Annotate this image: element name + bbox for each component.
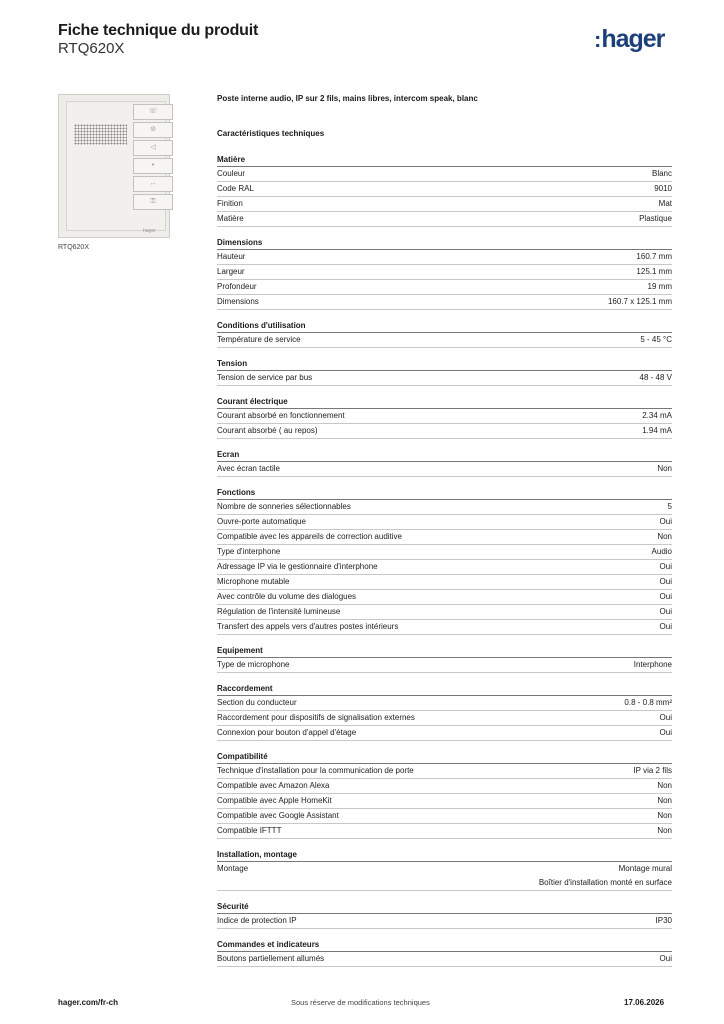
- intercom-icon: ↔: [133, 176, 173, 192]
- spec-row: [217, 794, 672, 809]
- section-title: Dimensions: [217, 236, 672, 250]
- spec-section: [217, 750, 672, 839]
- section-title: Equipement: [217, 644, 672, 658]
- spec-row: [217, 280, 672, 295]
- spec-value-line: Oui: [659, 577, 672, 586]
- spec-row: [217, 952, 672, 967]
- spec-value: [660, 726, 672, 740]
- product-description: Poste interne audio, IP sur 2 fils, mains libres, intercom speak, blanc: [217, 94, 478, 103]
- spec-value-line: Plastique: [639, 214, 672, 223]
- spec-label: Hauteur: [217, 252, 246, 261]
- spec-value-line: Interphone: [633, 660, 672, 669]
- spec-section: [217, 395, 672, 439]
- spec-row: [217, 809, 672, 824]
- spec-value-line: 5: [667, 502, 672, 511]
- spec-label: Avec contrôle du volume des dialogues: [217, 592, 357, 601]
- intercom-panel: [66, 101, 166, 234]
- light-icon: •: [133, 158, 173, 174]
- spec-label: Connexion pour bouton d'appel d'étage: [217, 728, 357, 737]
- spec-label: Couleur: [217, 169, 246, 178]
- spec-row: [217, 530, 672, 545]
- section-title: Sécurité: [217, 900, 672, 914]
- spec-value-line: 19 mm: [647, 282, 672, 291]
- spec-section: [217, 448, 672, 477]
- spec-row: [217, 250, 672, 265]
- spec-value-line: 0.8 - 0.8 mm²: [624, 698, 672, 707]
- spec-section: [217, 486, 672, 635]
- image-caption: RTQ620X: [58, 244, 89, 251]
- spec-row: [217, 726, 672, 741]
- spec-value-line: IP via 2 fils: [633, 766, 672, 775]
- spec-value: [633, 764, 672, 778]
- spec-label: Adressage IP via le gestionnaire d'interphone: [217, 562, 378, 571]
- section-title: Matière: [217, 153, 672, 167]
- spec-label: Compatible avec les appareils de correction auditive: [217, 532, 402, 541]
- spec-value: [639, 212, 672, 226]
- spec-row: [217, 560, 672, 575]
- footer-date: 17.06.2026: [624, 998, 665, 1007]
- spec-value-line: Non: [657, 796, 672, 805]
- spec-value: [634, 658, 672, 672]
- spec-value-line: 5 - 45 °C: [640, 335, 672, 344]
- spec-row: [217, 462, 672, 477]
- spec-label: Tension de service par bus: [217, 373, 313, 382]
- spec-section: [217, 236, 672, 310]
- spec-label: Raccordement pour dispositifs de signalisation externes: [217, 713, 415, 722]
- spec-value: [636, 265, 672, 279]
- spec-value: [660, 620, 672, 634]
- spec-value-line: Oui: [659, 607, 672, 616]
- spec-value-line: Audio: [651, 547, 672, 556]
- spec-row: [217, 515, 672, 530]
- section-title: Ecran: [217, 448, 672, 462]
- spec-value-line: 160.7 x 125.1 mm: [607, 297, 672, 306]
- spec-row: [217, 605, 672, 620]
- spec-value-line: Montage mural: [618, 864, 672, 873]
- spec-value-line: Oui: [659, 954, 672, 963]
- spec-value: [668, 500, 672, 514]
- spec-value: [657, 530, 672, 544]
- spec-row: [217, 265, 672, 280]
- spec-value: [657, 809, 672, 823]
- spec-value: [659, 197, 672, 211]
- spec-label: Avec écran tactile: [217, 464, 280, 473]
- spec-row: [217, 545, 672, 560]
- section-title: Courant électrique: [217, 395, 672, 409]
- spec-section: [217, 357, 672, 386]
- mic-mute-icon: ⊘: [133, 122, 173, 138]
- spec-value: [660, 575, 672, 589]
- spec-row: [217, 658, 672, 673]
- spec-value-line: Blanc: [651, 169, 672, 178]
- spec-section: [217, 848, 672, 891]
- spec-value-line: Oui: [659, 728, 672, 737]
- spec-value-line: Oui: [659, 592, 672, 601]
- section-title: Commandes et indicateurs: [217, 938, 672, 952]
- spec-value: [652, 545, 672, 559]
- spec-label: Compatible IFTTT: [217, 826, 282, 835]
- spec-row: [217, 212, 672, 227]
- spec-value-line: 125.1 mm: [636, 267, 672, 276]
- spec-label: Microphone mutable: [217, 577, 290, 586]
- spec-label: Matière: [217, 214, 244, 223]
- spec-row: [217, 575, 672, 590]
- spec-label: Transfert des appels vers d'autres postes intérieurs: [217, 622, 399, 631]
- logo-dots-icon: :: [594, 27, 601, 52]
- spec-value: [648, 280, 672, 294]
- spec-sections: [217, 153, 672, 967]
- spec-section: [217, 153, 672, 227]
- spec-value: [660, 515, 672, 529]
- section-title: Installation, montage: [217, 848, 672, 862]
- spec-label: Courant absorbé en fonctionnement: [217, 411, 345, 420]
- spec-value: [660, 952, 672, 966]
- spec-value: [657, 462, 672, 476]
- spec-label: Finition: [217, 199, 243, 208]
- spec-value-line: Non: [657, 532, 672, 541]
- section-title: Fonctions: [217, 486, 672, 500]
- spec-row: [217, 295, 672, 310]
- spec-value-line: 1.94 mA: [642, 426, 672, 435]
- spec-label: Largeur: [217, 267, 245, 276]
- panel-brand: hager: [143, 228, 156, 234]
- page-title: Fiche technique du produit: [58, 22, 259, 39]
- spec-value-line: Non: [657, 781, 672, 790]
- spec-label: Compatible avec Amazon Alexa: [217, 781, 330, 790]
- spec-label: Montage: [217, 864, 249, 873]
- footer-website[interactable]: hager.com/fr-ch: [58, 998, 119, 1007]
- spec-value-line: 2.34 mA: [642, 411, 672, 420]
- spec-value: [640, 371, 672, 385]
- spec-row: [217, 371, 672, 386]
- spec-value: [642, 424, 672, 438]
- section-title: Conditions d'utilisation: [217, 319, 672, 333]
- spec-row: [217, 197, 672, 212]
- spec-value-line: Oui: [659, 622, 672, 631]
- spec-section: [217, 319, 672, 348]
- spec-value: [624, 696, 672, 710]
- spec-value: [660, 590, 672, 604]
- spec-row: [217, 696, 672, 711]
- volume-icon: ◁: [133, 140, 173, 156]
- spec-value: [640, 333, 672, 347]
- spec-value: [660, 605, 672, 619]
- spec-label: Nombre de sonneries sélectionnables: [217, 502, 351, 511]
- spec-label: Courant absorbé ( au repos): [217, 426, 318, 435]
- spec-label: Type de microphone: [217, 660, 290, 669]
- spec-section: [217, 900, 672, 929]
- spec-label: Indice de protection IP: [217, 916, 297, 925]
- spec-value: [660, 711, 672, 725]
- spec-value-line: Oui: [659, 562, 672, 571]
- spec-value: [657, 824, 672, 838]
- spec-label: Ouvre-porte automatique: [217, 517, 306, 526]
- speaker-grille: [74, 124, 127, 145]
- spec-label: Compatible avec Google Assistant: [217, 811, 339, 820]
- spec-label: Boutons partiellement allumés: [217, 954, 325, 963]
- spec-row: [217, 779, 672, 794]
- spec-value: [652, 167, 672, 181]
- spec-row: [217, 409, 672, 424]
- spec-value: [642, 409, 672, 423]
- spec-row: [217, 711, 672, 726]
- spec-value: [656, 914, 672, 928]
- spec-value-line: Boîtier d'installation monté en surface: [538, 878, 672, 887]
- phone-icon: ☏: [133, 104, 173, 120]
- spec-label: Régulation de l'intensité lumineuse: [217, 607, 341, 616]
- spec-value: [608, 295, 672, 309]
- spec-label: Température de service: [217, 335, 301, 344]
- spec-value: [657, 779, 672, 793]
- spec-row: [217, 500, 672, 515]
- spec-row: [217, 182, 672, 197]
- spec-value-line: Non: [657, 464, 672, 473]
- product-image: [58, 94, 170, 238]
- spec-label: Type d'interphone: [217, 547, 281, 556]
- spec-label: Section du conducteur: [217, 698, 297, 707]
- spec-row: [217, 824, 672, 839]
- spec-section: [217, 644, 672, 673]
- hager-logo: :hager: [594, 25, 665, 53]
- spec-row: [217, 862, 672, 891]
- spec-section: [217, 682, 672, 741]
- spec-value-line: Non: [657, 826, 672, 835]
- spec-value-line: IP30: [655, 916, 672, 925]
- spec-value-line: 48 - 48 V: [639, 373, 672, 382]
- tech-title: Caractéristiques techniques: [217, 129, 325, 138]
- section-title: Tension: [217, 357, 672, 371]
- spec-row: [217, 764, 672, 779]
- spec-row: [217, 167, 672, 182]
- spec-section: [217, 938, 672, 967]
- spec-label: Compatible avec Apple HomeKit: [217, 796, 332, 805]
- spec-label: Profondeur: [217, 282, 257, 291]
- spec-value-line: Oui: [659, 517, 672, 526]
- footer-notice: Sous réserve de modifications techniques: [291, 998, 430, 1007]
- spec-value: [636, 250, 672, 264]
- product-code: RTQ620X: [58, 40, 125, 57]
- key-icon: ⚿: [133, 194, 173, 210]
- spec-value: [539, 862, 672, 890]
- spec-label: Technique d'installation pour la communication de porte: [217, 766, 414, 775]
- spec-label: Dimensions: [217, 297, 259, 306]
- spec-row: [217, 333, 672, 348]
- section-title: Raccordement: [217, 682, 672, 696]
- spec-value: [660, 560, 672, 574]
- spec-row: [217, 914, 672, 929]
- spec-content: [217, 94, 672, 976]
- spec-value: [657, 794, 672, 808]
- spec-value-line: Oui: [659, 713, 672, 722]
- spec-row: [217, 590, 672, 605]
- spec-label: Code RAL: [217, 184, 254, 193]
- spec-value: [654, 182, 672, 196]
- section-title: Compatibilité: [217, 750, 672, 764]
- spec-value-line: Non: [657, 811, 672, 820]
- spec-value-line: Mat: [658, 199, 672, 208]
- spec-value-line: 9010: [654, 184, 672, 193]
- spec-row: [217, 424, 672, 439]
- spec-row: [217, 620, 672, 635]
- spec-value-line: 160.7 mm: [636, 252, 672, 261]
